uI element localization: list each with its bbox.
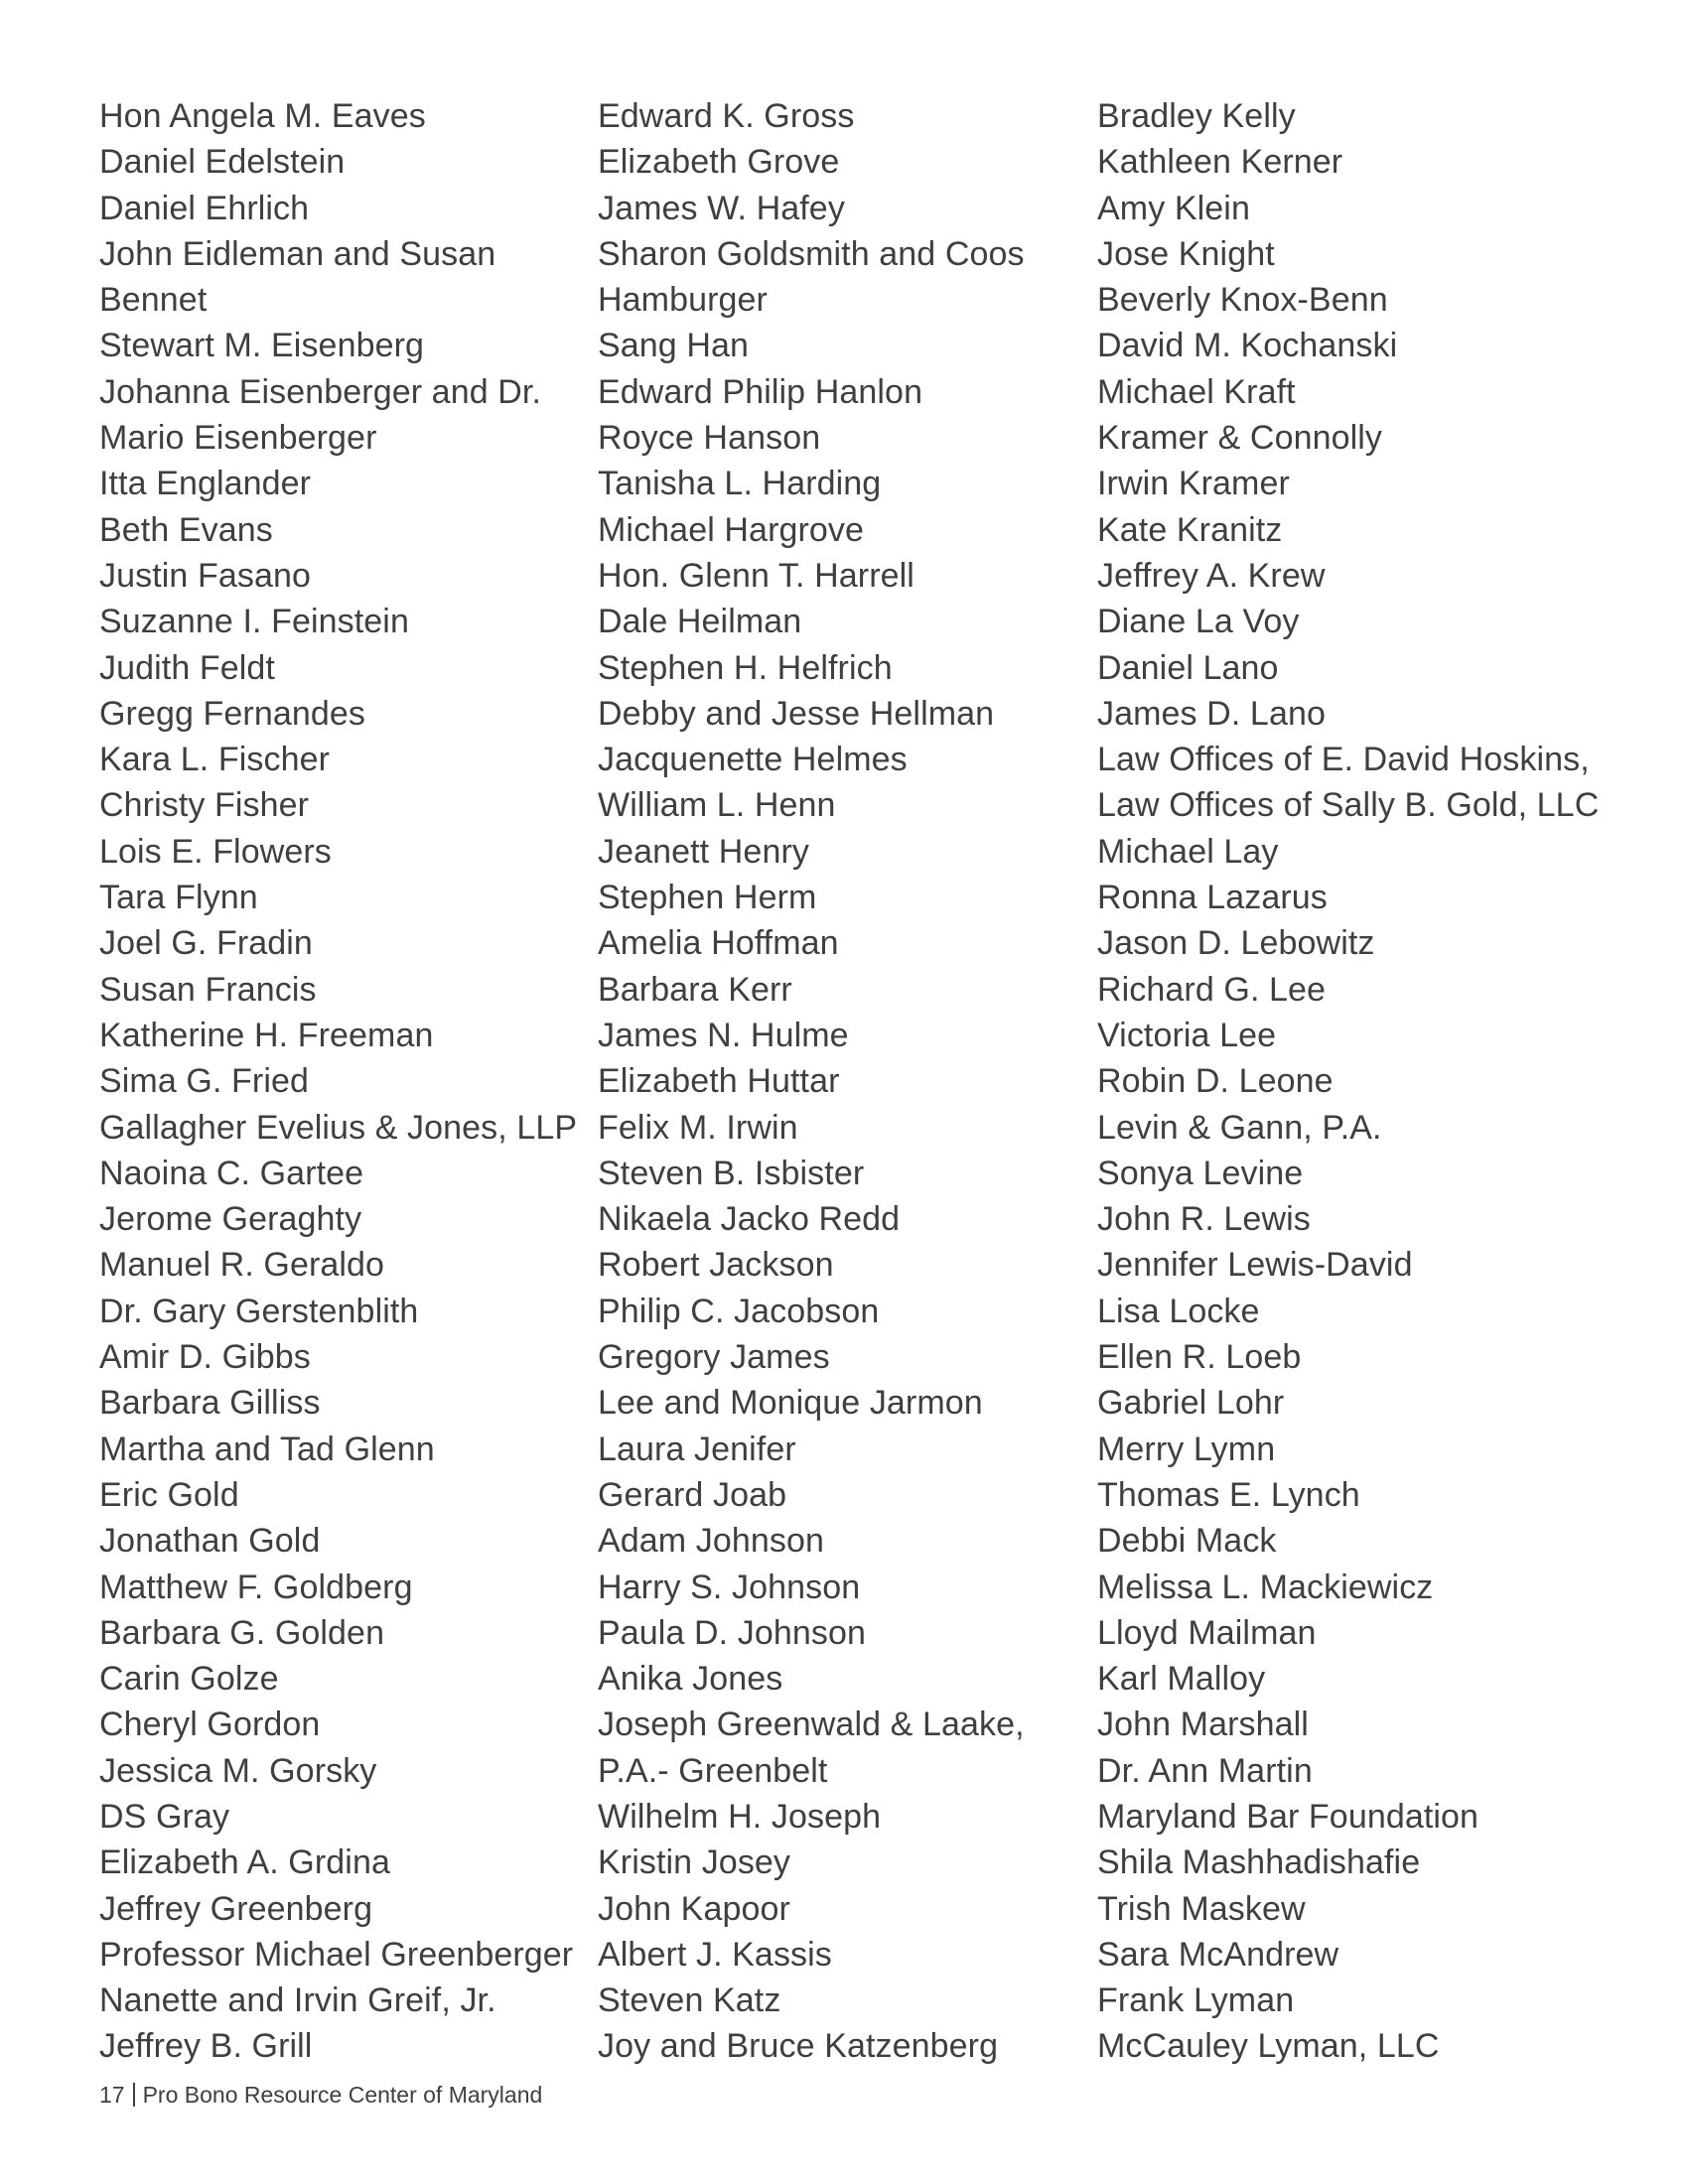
donor-name: Kramer & Connolly: [1097, 419, 1383, 458]
donor-name: Albert J. Kassis: [598, 1935, 832, 1974]
donor-name: Philip C. Jacobson: [598, 1292, 880, 1330]
donor-name: David M. Kochanski: [1097, 327, 1398, 365]
donor-name: William L. Henn: [598, 786, 836, 825]
donor-name: Elizabeth Huttar: [598, 1062, 840, 1101]
footer-divider: [133, 2083, 135, 2107]
donor-name: Gabriel Lohr: [1097, 1384, 1285, 1423]
donor-name: Hamburger: [598, 281, 768, 320]
donor-name: Daniel Lano: [1097, 648, 1279, 687]
donor-name: Felix M. Irwin: [598, 1108, 798, 1147]
donor-name: Manuel R. Geraldo: [99, 1246, 385, 1285]
donor-name: Lisa Locke: [1097, 1292, 1260, 1330]
donor-name: Karl Malloy: [1097, 1660, 1266, 1699]
donor-name: Martha and Tad Glenn: [99, 1430, 435, 1468]
donor-name: Steven Katz: [598, 1981, 781, 2020]
donor-name: Nanette and Irvin Greif, Jr.: [99, 1981, 496, 2020]
donor-name: Gregory James: [598, 1338, 830, 1377]
donor-name: Michael Lay: [1097, 832, 1279, 871]
donor-name: Amir D. Gibbs: [99, 1338, 311, 1377]
donor-name: Stewart M. Eisenberg: [99, 327, 425, 365]
donor-name: Eric Gold: [99, 1475, 239, 1514]
donor-name: John Marshall: [1097, 1706, 1309, 1744]
donor-name: Joy and Bruce Katzenberg: [598, 2027, 999, 2066]
donor-name: Richard G. Lee: [1097, 970, 1327, 1009]
donor-name: Paula D. Johnson: [598, 1613, 866, 1652]
donor-name: Naoina C. Gartee: [99, 1154, 364, 1192]
donor-column-3: [1097, 93, 1653, 2070]
donor-name: Gregg Fernandes: [99, 694, 365, 733]
donor-name: Hon Angela M. Eaves: [99, 97, 426, 135]
donor-name: Jeanett Henry: [598, 832, 809, 871]
donor-name: Elizabeth Grove: [598, 143, 840, 182]
donor-name: Cheryl Gordon: [99, 1706, 321, 1744]
donor-name: Michael Kraft: [1097, 372, 1296, 411]
donor-name: Ronna Lazarus: [1097, 879, 1328, 917]
donor-name: Stephen H. Helfrich: [598, 648, 893, 687]
donor-name: Sima G. Fried: [99, 1062, 310, 1101]
page-number: 17: [99, 2082, 125, 2108]
donor-name: Johanna Eisenberger and Dr.: [99, 372, 541, 411]
donor-name: Trish Maskew: [1097, 1889, 1306, 1928]
donor-name: Beth Evans: [99, 510, 273, 549]
donor-name: Edward K. Gross: [598, 97, 855, 135]
donor-name: Christy Fisher: [99, 786, 310, 825]
donor-name: Carin Golze: [99, 1660, 279, 1699]
donor-name: Jonathan Gold: [99, 1522, 321, 1561]
donor-name: P.A.- Greenbelt: [598, 1751, 828, 1790]
donor-name: Debbi Mack: [1097, 1522, 1277, 1561]
donor-name: Melissa L. Mackiewicz: [1097, 1568, 1434, 1606]
donor-name: Jacquenette Helmes: [598, 741, 908, 779]
donor-column-1: [99, 93, 596, 2070]
donor-name: Lois E. Flowers: [99, 832, 332, 871]
donor-name: Joel G. Fradin: [99, 924, 313, 963]
donor-name: Harry S. Johnson: [598, 1568, 861, 1606]
donor-name: Kristin Josey: [598, 1843, 791, 1882]
donor-name: Dr. Gary Gerstenblith: [99, 1292, 419, 1330]
donor-name: Lloyd Mailman: [1097, 1613, 1317, 1652]
donor-name: Beverly Knox-Benn: [1097, 281, 1388, 320]
donor-name: Elizabeth A. Grdina: [99, 1843, 390, 1882]
donor-name: Katherine H. Freeman: [99, 1016, 434, 1054]
donor-name: McCauley Lyman, LLC: [1097, 2027, 1440, 2066]
donor-name: Debby and Jesse Hellman: [598, 694, 995, 733]
donor-name: Michael Hargrove: [598, 510, 865, 549]
donor-name: Amy Klein: [1097, 189, 1250, 227]
donor-name: Joseph Greenwald & Laake,: [598, 1706, 1025, 1744]
donor-name: Barbara Kerr: [598, 970, 792, 1009]
donor-name: Thomas E. Lynch: [1097, 1475, 1360, 1514]
donor-name: Irwin Kramer: [1097, 465, 1290, 503]
donor-name: Wilhelm H. Joseph: [598, 1797, 882, 1836]
donor-name: James W. Hafey: [598, 189, 845, 227]
donor-name: Edward Philip Hanlon: [598, 372, 923, 411]
donor-name: Ellen R. Loeb: [1097, 1338, 1302, 1377]
donor-name: Merry Lymn: [1097, 1430, 1276, 1468]
donor-name: Jennifer Lewis-David: [1097, 1246, 1413, 1285]
donor-name: James D. Lano: [1097, 694, 1326, 733]
donor-name: Frank Lyman: [1097, 1981, 1295, 2020]
donor-name: Lee and Monique Jarmon: [598, 1384, 983, 1423]
donor-name: Diane La Voy: [1097, 603, 1300, 641]
donor-name: DS Gray: [99, 1797, 230, 1836]
donor-name: Professor Michael Greenberger: [99, 1935, 574, 1974]
donor-name: Kate Kranitz: [1097, 510, 1283, 549]
donor-name: Robin D. Leone: [1097, 1062, 1334, 1101]
donor-name: Matthew F. Goldberg: [99, 1568, 413, 1606]
donor-name: Nikaela Jacko Redd: [598, 1200, 901, 1239]
donor-name: Hon. Glenn T. Harrell: [598, 556, 914, 595]
donor-name: John Eidleman and Susan: [99, 234, 496, 273]
donor-name: Barbara Gilliss: [99, 1384, 321, 1423]
donor-name: Tanisha L. Harding: [598, 465, 882, 503]
donor-name: Barbara G. Golden: [99, 1613, 385, 1652]
donor-name: Jason D. Lebowitz: [1097, 924, 1375, 963]
donor-name: Dale Heilman: [598, 603, 802, 641]
donor-name: James N. Hulme: [598, 1016, 849, 1054]
donor-name: Gerard Joab: [598, 1475, 787, 1514]
donor-name: Gallagher Evelius & Jones, LLP: [99, 1108, 578, 1147]
donor-name: Steven B. Isbister: [598, 1154, 865, 1192]
donor-name: Victoria Lee: [1097, 1016, 1277, 1054]
donor-name: Robert Jackson: [598, 1246, 834, 1285]
donor-name: John R. Lewis: [1097, 1200, 1311, 1239]
donor-name: Kathleen Kerner: [1097, 143, 1343, 182]
donor-name: Jeffrey Greenberg: [99, 1889, 373, 1928]
donor-name: Maryland Bar Foundation: [1097, 1797, 1479, 1836]
donor-name: Stephen Herm: [598, 879, 817, 917]
donor-name: Dr. Ann Martin: [1097, 1751, 1313, 1790]
donor-name: Anika Jones: [598, 1660, 783, 1699]
donor-name: Royce Hanson: [598, 419, 821, 458]
donor-name: Itta Englander: [99, 465, 312, 503]
donor-name: Levin & Gann, P.A.: [1097, 1108, 1382, 1147]
donor-name: Amelia Hoffman: [598, 924, 839, 963]
donor-name: Suzanne I. Feinstein: [99, 603, 409, 641]
donor-column-2: [598, 93, 1094, 2070]
page-footer: [99, 2081, 542, 2109]
donor-name: Jose Knight: [1097, 234, 1275, 273]
donor-name: Kara L. Fischer: [99, 741, 331, 779]
donor-name: Bradley Kelly: [1097, 97, 1296, 135]
donor-name: Jeffrey B. Grill: [99, 2027, 313, 2066]
donor-name: Jerome Geraghty: [99, 1200, 362, 1239]
donor-name: Justin Fasano: [99, 556, 311, 595]
donor-name: Daniel Edelstein: [99, 143, 346, 182]
donor-name: Sonya Levine: [1097, 1154, 1304, 1192]
footer-organization: Pro Bono Resource Center of Maryland: [142, 2082, 543, 2108]
donor-name: Jeffrey A. Krew: [1097, 556, 1326, 595]
donor-name: Sharon Goldsmith and Coos: [598, 234, 1025, 273]
donor-name: Laura Jenifer: [598, 1430, 796, 1468]
donor-name: Tara Flynn: [99, 879, 258, 917]
donor-name: Law Offices of E. David Hoskins,: [1097, 741, 1590, 779]
donor-name: Daniel Ehrlich: [99, 189, 310, 227]
donor-name: Susan Francis: [99, 970, 317, 1009]
donor-name: Mario Eisenberger: [99, 419, 377, 458]
donor-name: Adam Johnson: [598, 1522, 825, 1561]
donor-name: Bennet: [99, 281, 208, 320]
donor-name: Law Offices of Sally B. Gold, LLC: [1097, 786, 1600, 825]
donor-name: John Kapoor: [598, 1889, 790, 1928]
donor-name: Sara McAndrew: [1097, 1935, 1339, 1974]
donor-name: Jessica M. Gorsky: [99, 1751, 377, 1790]
donor-name: Sang Han: [598, 327, 750, 365]
donor-name: Judith Feldt: [99, 648, 275, 687]
donor-name: Shila Mashhadishafie: [1097, 1843, 1421, 1882]
